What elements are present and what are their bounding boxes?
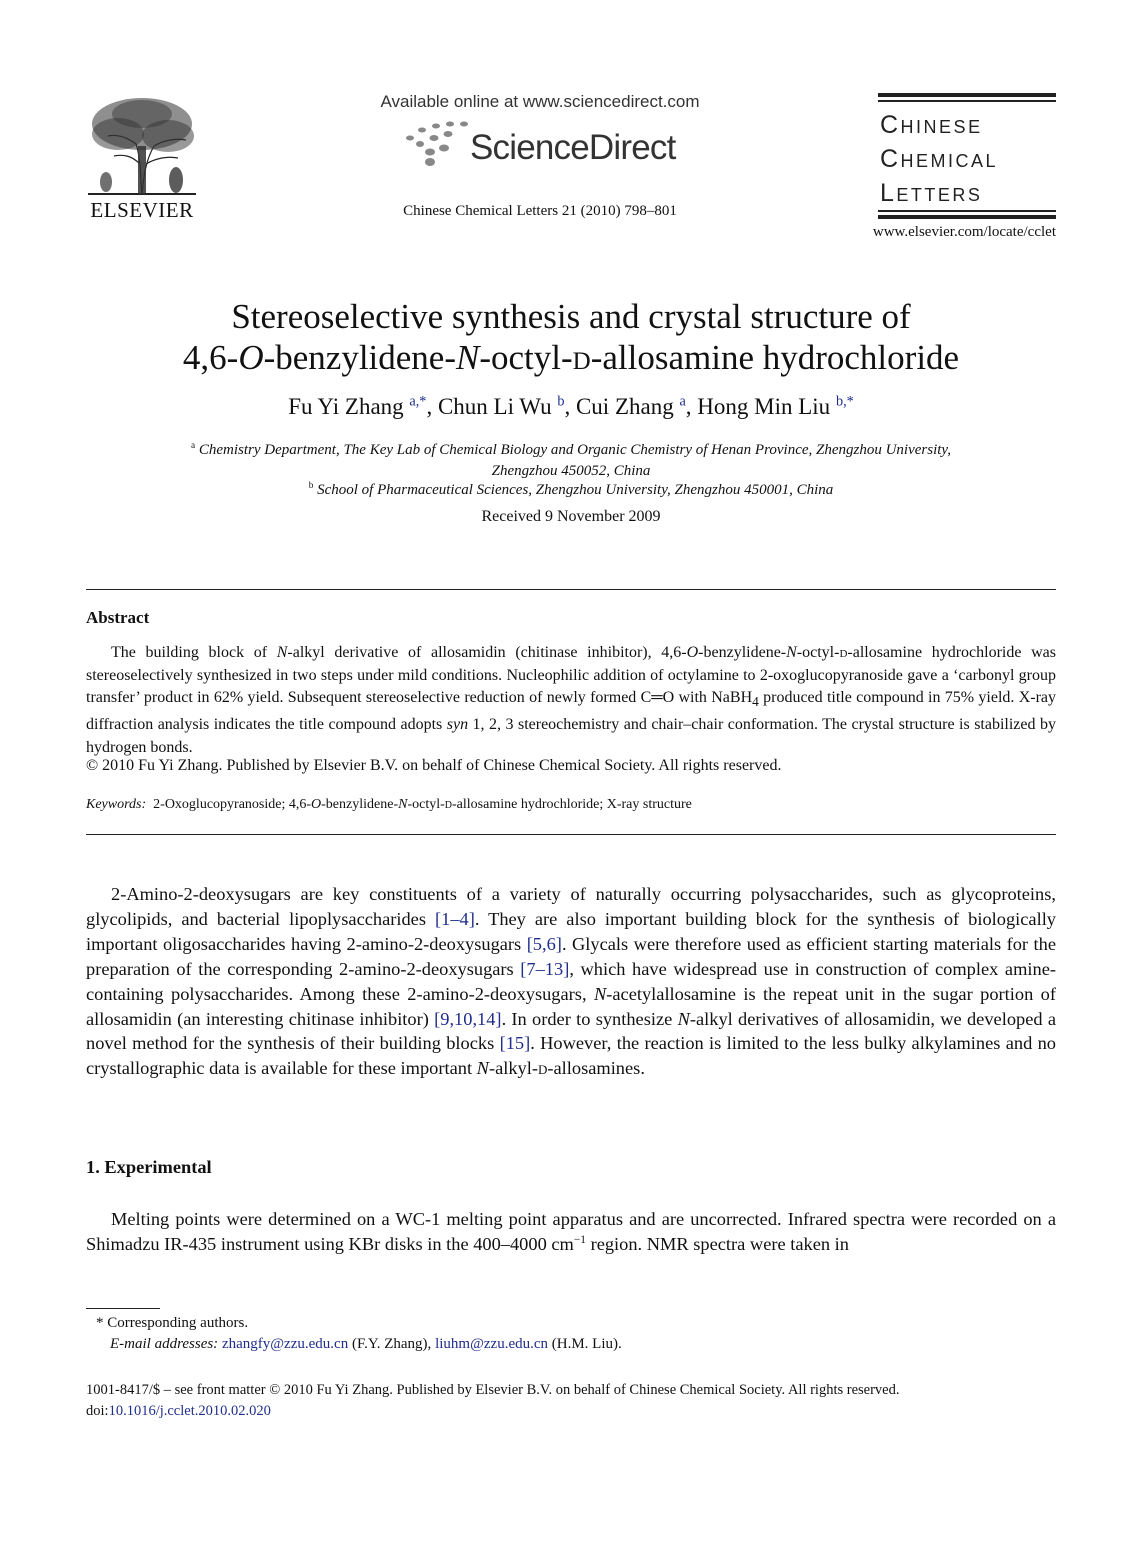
author-name: Cui Zhang [575,394,680,419]
issn-line: 1001-8417/$ – see front matter © 2010 Fu Yi Zhang. Published by Elsevier B.V. on behalf of Chinese Chemical Society. All rights reserved. [86,1382,900,1398]
journal-logo-line: Letters [880,179,983,207]
corresponding-note: * Corresponding authors. [96,1315,249,1331]
abstract-heading: Abstract [86,608,150,627]
author-name: Fu Yi Zhang [288,394,410,419]
doi-line: doi:10.1016/j.cclet.2010.02.020 [86,1403,271,1419]
journal-logo-line: Chemical [880,145,999,173]
received-date: Received 9 November 2009 [481,508,661,525]
email-link[interactable]: liuhm@zzu.edu.cn [435,1336,549,1352]
affiliation-marker[interactable]: a [679,393,686,410]
keywords: Keywords: 2-Oxoglucopyranoside; 4,6-O-benzylidene-N-octyl-d-allosamine hydrochloride; X-ray structure [86,797,692,812]
available-online-text[interactable]: Available online at www.sciencedirect.com [380,92,700,111]
abstract-text: The building block of N-alkyl derivative of allosamidin (chitinase inhibitor), 4,6-O-benzylidene-N-octyl-d-allosamine hydrochloride was stereoselectively synthesized in two steps under mild conditions. Nucleophilic addition of octylamine to 2-oxoglucopyranoside gave a ‘carbonyl group transfer’ product in 62% yield. Subsequent stereoselective reduction of newly formed C═O with NaBH$_4$ produced title compound in 75% yield. X-ray diffraction analysis indicates the title compound adopts syn 1, 2, 3 stereochemistry and chair–chair conformation. The crystal structure is stabilized by hydrogen bonds. [86,644,1057,756]
journal-reference: Chinese Chemical Letters 21 (2010) 798–801 [403,203,677,219]
author-name: Chun Li Wu [437,394,558,419]
publisher-name: ELSEVIER [90,198,194,222]
affiliation-marker[interactable]: a,* [409,393,427,410]
journal-logo [878,93,1056,219]
affiliation-marker[interactable]: b,* [835,393,854,410]
affiliation-b: $^b$ School of Pharmaceutical Sciences, Zhengzhou University, Zhengzhou 450001, China [308,481,834,498]
author-list: Fu Yi Zhang $^{a,*}$, Chun Li Wu $^b$, Cui Zhang $^a$, Hong Min Liu $^{b,*}$ [288,393,854,419]
article-title [86,296,1056,378]
divider [86,834,1056,835]
affiliation-marker[interactable]: b [557,393,565,410]
email-note: E-mail addresses: zhangfy@zzu.edu.cn (F.Y. Zhang), liuhm@zzu.edu.cn (H.M. Liu). [110,1336,622,1352]
section-heading: 1. Experimental [86,1157,212,1177]
author-name: Hong Min Liu [697,394,836,419]
journal-logo-line: Chinese [880,111,983,139]
affiliation-a: $^a$ Chemistry Department, The Key Lab of Chemical Biology and Organic Chemistry of Henan Province, Zhengzhou University, Zhengzhou 450052, China [190,441,951,479]
reference-link[interactable]: [5,6] [526,933,562,954]
doi-link[interactable]: 10.1016/j.cclet.2010.02.020 [108,1403,271,1419]
experimental-paragraph: Melting points were determined on a WC-1 melting point apparatus and are uncorrected. Infrared spectra were recorded on a Shimadzu IR-435 instrument using KBr disks in the 400–4000 $cm^{-1}$ region. NMR spectra were taken in [86,1209,1056,1254]
intro-paragraph: 2-Amino-2-deoxysugars are key constituents of a variety of naturally occurring polysaccharides, such as glycoproteins, glycolipids, and bacterial lipoplysaccharides [1–4]. They are also important building block for the synthesis of biologically important oligosaccharides having 2-amino-2-deoxysugars [5,6]. Glycals were therefore used as efficient starting materials for the preparation of the corresponding 2-amino-2-deoxysugars [7–13], which have widespread use in construction of complex amine-containing polysaccharides. Among these 2-amino-2-deoxysugars, N-acetylallosamine is the repeat unit in the sugar portion of allosamidin (an interesting chitinase inhibitor) [9,10,14]. In order to synthesize N-alkyl derivatives of allosamidin, we developed a novel method for the synthesis of their building blocks [15]. However, the reaction is limited to the less bulky alkylamines and no crystallographic data is available for these important N-alkyl-d-allosamines. [86,884,1057,1079]
sciencedirect-logo-text[interactable]: ScienceDirect [470,128,676,167]
title-line-1: Stereoselective synthesis and crystal structure of [231,297,911,336]
keywords-label: Keywords: [86,797,147,812]
reference-link[interactable]: [15] [499,1033,531,1054]
abstract-copyright: © 2010 Fu Yi Zhang. Published by Elsevier B.V. on behalf of Chinese Chemical Society. All rights reserved. [86,757,782,774]
title-line-2: 4,6-O-benzylidene-N-octyl-d-allosamine hydrochloride [182,338,960,377]
divider [86,589,1056,590]
reference-link[interactable]: [1–4] [435,908,475,929]
reference-link[interactable]: [7–13] [520,958,570,979]
reference-link[interactable]: [9,10,14] [434,1008,502,1029]
footnote-divider [86,1308,160,1309]
email-link[interactable]: zhangfy@zzu.edu.cn [221,1336,349,1352]
journal-url-link[interactable]: www.elsevier.com/locate/cclet [872,224,1056,240]
